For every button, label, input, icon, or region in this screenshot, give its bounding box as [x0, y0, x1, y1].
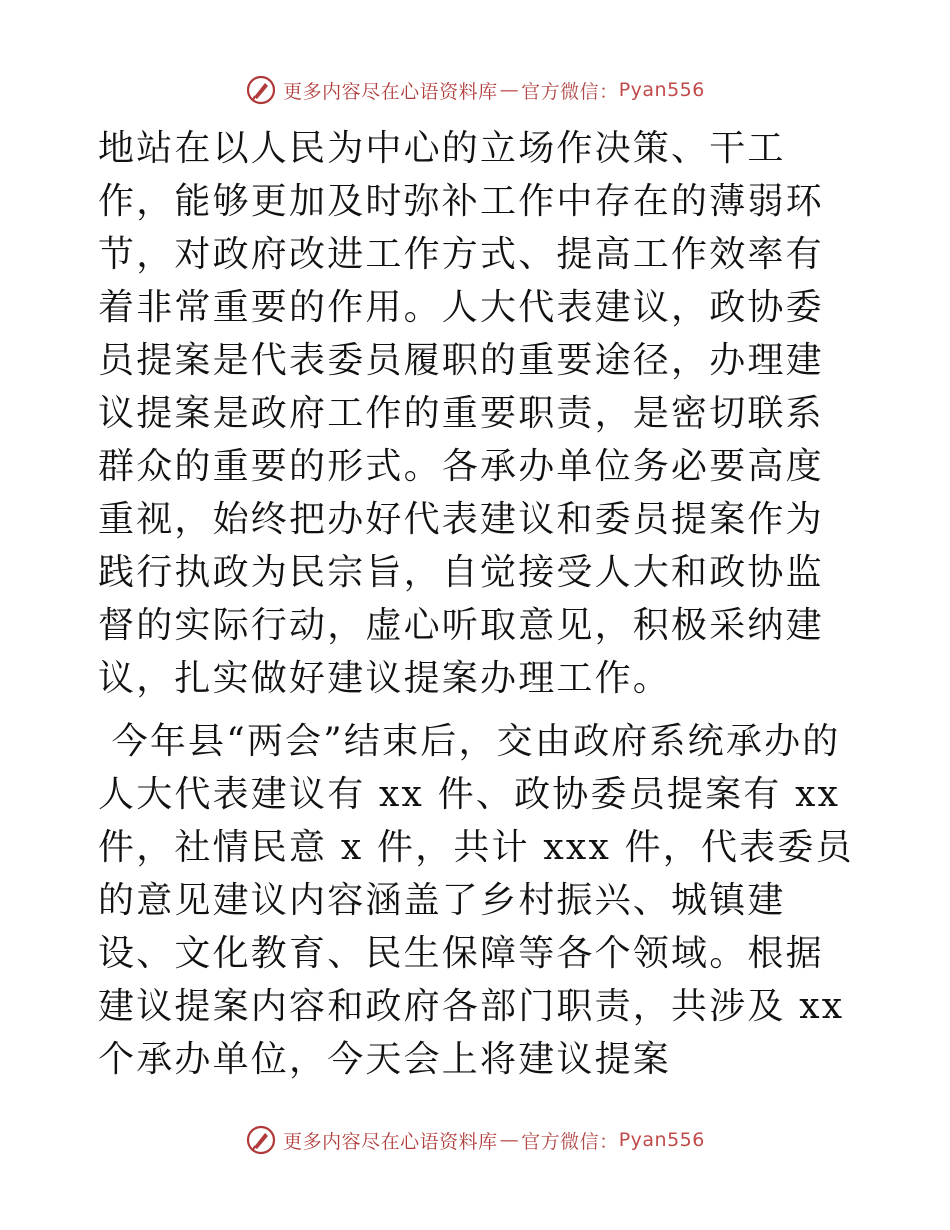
watermark-wechat-id: Pyan556: [618, 79, 705, 101]
watermark-main-text: 更多内容尽在心语资料库: [283, 80, 498, 103]
watermark-wechat-label: 官方微信：: [521, 1130, 619, 1153]
watermark-dash: —: [499, 1129, 520, 1151]
footer-watermark: [0, 1122, 950, 1158]
document-body: [98, 122, 858, 1086]
watermark-wechat-label: 官方微信：: [521, 80, 619, 103]
watermark-dash: —: [499, 79, 520, 101]
quill-logo-icon: [245, 1124, 277, 1156]
body-paragraph-2: 今年县“两会”结束后，交由政府系统承办的人大代表建议有 xx 件、政协委员提案有 xx 件，社情民意 x 件，共计 xxx 件，代表委员的意见建议内容涵盖了乡村振兴、城镇建设、文化教育、民生保障等各个领域。根据建议提案内容和政府各部门职责，共涉及 xx 个承办单位，今天会上将建议提案: [98, 721, 858, 1080]
body-paragraph-1: 地站在以人民为中心的立场作决策、干工作，能够更加及时弥补工作中存在的薄弱环节，对政府改进工作方式、提高工作效率有着非常重要的作用。人大代表建议，政协委员提案是代表委员履职的重要途径，办理建议提案是政府工作的重要职责，是密切联系群众的重要的形式。各承办单位务必要高度重视，始终把办好代表建议和委员提案作为践行执政为民宗旨，自觉接受人大和政协监督的实际行动，虚心听取意见，积极采纳建议，扎实做好建议提案办理工作。: [98, 128, 824, 699]
quill-logo-icon: [245, 74, 277, 106]
watermark-main-text: 更多内容尽在心语资料库: [283, 1130, 498, 1153]
header-watermark: [0, 72, 950, 108]
watermark-wechat-id: Pyan556: [618, 1129, 705, 1151]
